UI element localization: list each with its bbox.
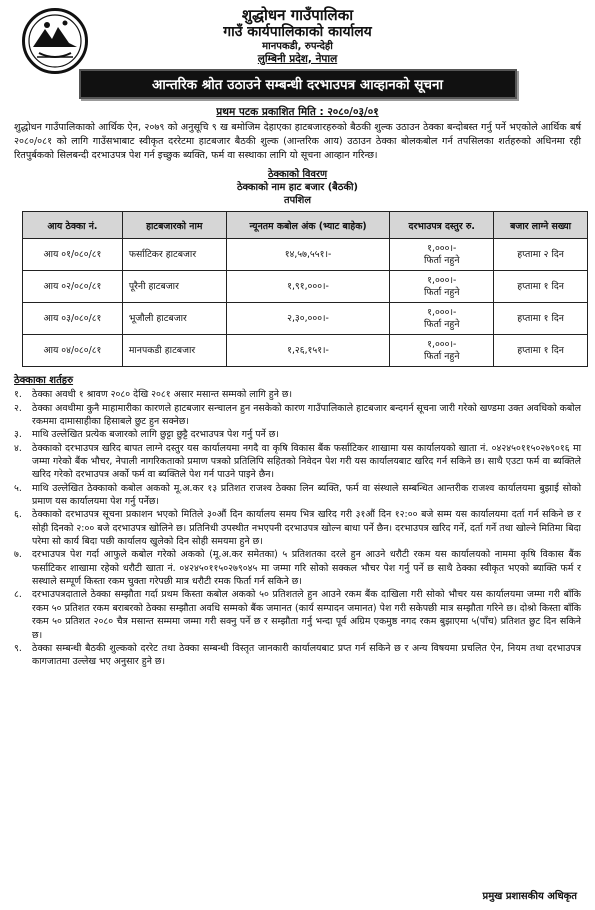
list-item bbox=[14, 588, 581, 641]
fee-value: १,०००।- bbox=[427, 307, 457, 319]
list-item bbox=[14, 482, 581, 509]
list-item bbox=[14, 388, 581, 401]
condition-number: ७. bbox=[14, 549, 22, 561]
cell-fee bbox=[390, 271, 494, 303]
office-address: मानपकडी, रुपन्देही bbox=[262, 40, 333, 52]
cell-amount: १,९१,०००।- bbox=[226, 271, 390, 303]
office-name: गाउँ कार्यपालिकाको कार्यालय bbox=[223, 24, 372, 40]
condition-number: ३. bbox=[14, 429, 22, 441]
table-header-row bbox=[23, 212, 588, 239]
nepal-emblem-icon bbox=[22, 8, 88, 74]
signature-title: प्रमुख प्रशासकीय अधिकृत bbox=[482, 891, 577, 902]
condition-text: ठेक्का अवधी १ श्रावण २०८० देखि २०८१ असार मसान्त सम्मको लागि हुने छ। bbox=[32, 389, 293, 401]
intro-paragraph: शुद्धोधन गाउँपालिकाको आर्थिक ऐन, २०७९ को अनुसूचि ९ ख बमोजिम देहाएका हाटबजारहरुको बैठकी शुल्क उठाउन ठेक्का बन्दोबस्त गर्नु पर्ने भएकोले आर्थिक बर्ष २०८०/०८१ को लागि गाउँसभाबाट स्वीकृत दररेटमा हाटबजार बैठकी शुल्क (आन्तरिक आय) उठाउन ठेक्का बोलकबोल गर्न तपसिलका शर्तहरुको अधिनमा रही रितपुर्बकको सिलबन्दी दरभाउपत्र पेश गर्न इच्छुक ब्यक्ति, फर्म वा सस्थाका लागि यो सूचना आव्हान गरिन्छ। bbox=[14, 122, 581, 162]
fee-note: फिर्ता नहुने bbox=[424, 350, 460, 362]
conditions-heading: ठेक्काका शर्तहरु bbox=[14, 375, 74, 387]
fee-value: १,०००।- bbox=[427, 339, 457, 351]
cell-days: हप्तामा २ दिन bbox=[494, 239, 588, 271]
cell-amount: १४,५७,५५१।- bbox=[226, 239, 390, 271]
condition-number: १. bbox=[14, 389, 22, 401]
condition-text: माथि उल्लेखित प्रत्येक बजारको लागि छुट्टा छुट्टै दरभाउपत्र पेश गर्नु पर्ने छ। bbox=[32, 429, 279, 441]
condition-number: ४. bbox=[14, 442, 22, 454]
cell-fee bbox=[390, 335, 494, 367]
publish-date: प्रथम पटक प्रकाशित मिति : २०८०/०३/०१ bbox=[216, 106, 379, 119]
condition-number: ८. bbox=[14, 589, 22, 601]
conditions-list bbox=[14, 388, 581, 668]
cell-days: हप्तामा १ दिन bbox=[494, 335, 588, 367]
condition-text: ठेक्का सम्बन्धी बैठकी शुल्कको दररेट तथा ठेक्का सम्बन्धी विस्तृत जानकारी कार्यालयबाट प्रप्त गर्न सकिने छ र अन्य विषयमा प्रचलित ऐन, नियम तथा दरभाउपत्र कागजातमा उल्लेख भए अनुसार हुने छ। bbox=[32, 642, 581, 668]
cell-no: आय ०२/०८०/८१ bbox=[23, 271, 123, 303]
condition-number: ५. bbox=[14, 482, 22, 494]
cell-days: हप्तामा १ दिन bbox=[494, 271, 588, 303]
condition-text: ठेक्काको दरभाउपत्र सूचना प्रकाशन भएको मितिले ३०औं दिन कार्यालय समय भित्र खरिद गरी ३१औं दिन १२:०० बजे सम्म यस कार्यालयमा दर्ता गर्न सकिने छ र सोही दिनको २:०० बजे दरभाउपत्र खोलिने छ। प्रतिनिधी उपस्थीत नभएपनी दरभाउपत्र खोल्न बाधा पर्ने छैन। दरभाउपत्र खरिद गर्ने, दर्ता गर्ने तथा खोल्ने मितिमा बिदा परेमा सो कार्य बिदा पछी कार्यालय खुलेको दिन सोही समयमा हुने छ। bbox=[32, 509, 581, 548]
tapsil-heading: तपशिल bbox=[284, 194, 311, 206]
col-header-days: बजार लाग्ने सख्या bbox=[494, 212, 588, 239]
condition-text: माथि उल्लेखित ठेक्काको कबोल अकको मू.अ.कर १३ प्रतिशत राजश्व ठेक्का लिन ब्यक्ति, फर्म वा संस्थाले सम्बन्धित आन्तरीक राजश्व कार्यालयमा बुझाई सोको प्रमाण यस कार्यालयमा पेश गर्नु पर्नेछ। bbox=[32, 482, 581, 508]
cell-name: भूजौली हाटबजार bbox=[122, 303, 226, 335]
col-header-name: हाटबजारको नाम bbox=[122, 212, 226, 239]
fee-note: फिर्ता नहुने bbox=[424, 286, 460, 298]
table-row bbox=[23, 271, 588, 303]
cell-name: फर्साटिकर हाटबजार bbox=[122, 239, 226, 271]
notice-title-banner: आन्तरिक श्रोत उठाउने सम्बन्धी दरभाउपत्र आव्हानको सूचना bbox=[79, 69, 517, 99]
col-header-no: आय ठेक्का नं. bbox=[23, 212, 123, 239]
cell-no: आय ०४/०८०/८१ bbox=[23, 335, 123, 367]
condition-number: ९. bbox=[14, 642, 22, 654]
contract-table bbox=[22, 211, 588, 367]
condition-text: ठेक्काको दरभाउपत्र खरिद बापत लाग्ने दस्तुर यस कार्यालयमा नगदै वा कृषि विकास बैंक फर्साटिकर शाखामा यस कार्यालयको खाता नं. ०४२४५०११५०२७९०१६ मा जम्मा गरेको बैंक भौचर, नेपाली नागरिकताको प्रमाण पत्रको प्रतिलिपि सहितको निवेदन पेश गरी यस कार्यालयबाट खरिद गर्न सकिने छ। साथै एउटा फर्म वा ब्यक्तिले खरिद गरेको दरभाउपत्र अर्को फर्म वा ब्यक्तिले पेश गर्न पाउने पाइने छैन। bbox=[32, 442, 581, 481]
col-header-amount: न्यूनतम कबोल अंक (भ्याट बाहेक) bbox=[226, 212, 390, 239]
office-province: लुम्बिनी प्रदेश, नेपाल bbox=[257, 52, 338, 65]
condition-number: २. bbox=[14, 402, 22, 414]
table-row bbox=[23, 335, 588, 367]
fee-value: १,०००।- bbox=[427, 243, 457, 255]
condition-text: ठेक्का अवधीमा कुनै माहामारीका कारणले हाटबजार सन्चालन हुन नसकेको कारण गाउँपालिकाले हाटबजार बन्दगर्न सूचना जारी गरेको खण्डमा उक्त अवधिको कबोल रकममा दामासाहीका हिसाबले छुट हुन सक्नेछ। bbox=[32, 402, 581, 427]
municipality-name: शुद्धोधन गाउँपालिका bbox=[241, 6, 354, 24]
table-row bbox=[23, 239, 588, 271]
cell-fee bbox=[390, 239, 494, 271]
condition-text: दरभाउपत्रदाताले ठेक्का सम्झौता गर्दा प्रथम किस्ता कबोल अकको ५० प्रतिशतले हुन आउने रकम बैंक दाखिला गरी सोको भौचर यस कार्यालयमा जम्मा गरी बाँकि रकम ५० प्रतिशत रकम बराबरको ठेक्का सम्झौता अवधि सम्मको बैंक जमानत (कार्य सम्पादन जमानत) पेश गरी सकेपछी मात्र सम्झौता गरिने छ। दोश्रो किस्ता बाँकि रकम ५० प्रतिशत २०८० चैत्र मसान्त सम्ममा जम्मा गरी सक्नु पर्ने छ र सम्झौता गर्नु भन्दा पूर्व अग्रिम एकमुष्ठ नगद रकम बुझाएमा ५(पाँच) प्रतिशत छुट दिन सकिने छ। bbox=[32, 589, 581, 641]
fee-note: फिर्ता नहुने bbox=[424, 254, 460, 266]
list-item bbox=[14, 508, 581, 548]
list-item bbox=[14, 548, 581, 588]
condition-text: दरभाउपत्र पेश गर्दा आफुले कबोल गरेको अकको (मू.अ.कर समेतका) ५ प्रतिशतका दरले हुन आउने धरौटी रकम यस कार्यालयको नाममा कृषि विकास बैंक फर्साटिकर शाखामा रहेको धरौटी खाता नं. ०४२४५०११५०२७९०४५ मा जम्मा गरि सोको सक्कल भौचर पेश गर्नु पर्ने छ साथै ठेक्का स्वीकृत भएको ब्याक्ति फर्म र सस्थाले सम्पूर्ण किस्ता रकम चुक्ता गरेपछी मात्र धरौटी रमक फिर्ता गर्न सकिने छ। bbox=[32, 549, 581, 588]
cell-no: आय ०१/०८०/८१ bbox=[23, 239, 123, 271]
office-header bbox=[8, 6, 587, 65]
details-heading: ठेक्काको विवरण bbox=[267, 169, 328, 181]
list-item bbox=[14, 642, 581, 669]
col-header-fee: दरभाउपत्र दस्तुर रु. bbox=[390, 212, 494, 239]
fee-value: १,०००।- bbox=[427, 275, 457, 287]
condition-number: ६. bbox=[14, 509, 22, 521]
fee-note: फिर्ता नहुने bbox=[424, 318, 460, 330]
cell-days: हप्तामा १ दिन bbox=[494, 303, 588, 335]
list-item bbox=[14, 442, 581, 482]
cell-name: मानपकडी हाटबजार bbox=[122, 335, 226, 367]
cell-fee bbox=[390, 303, 494, 335]
table-row bbox=[23, 303, 588, 335]
list-item bbox=[14, 402, 581, 429]
list-item bbox=[14, 428, 581, 441]
cell-name: पूरैनी हाटबजार bbox=[122, 271, 226, 303]
cell-no: आय ०३/०८०/८१ bbox=[23, 303, 123, 335]
cell-amount: २,३०,०००।- bbox=[226, 303, 390, 335]
details-subheading: ठेक्काको नाम हाट बजार (बैठकी) bbox=[236, 181, 359, 193]
cell-amount: १,२६,१५१।- bbox=[226, 335, 390, 367]
